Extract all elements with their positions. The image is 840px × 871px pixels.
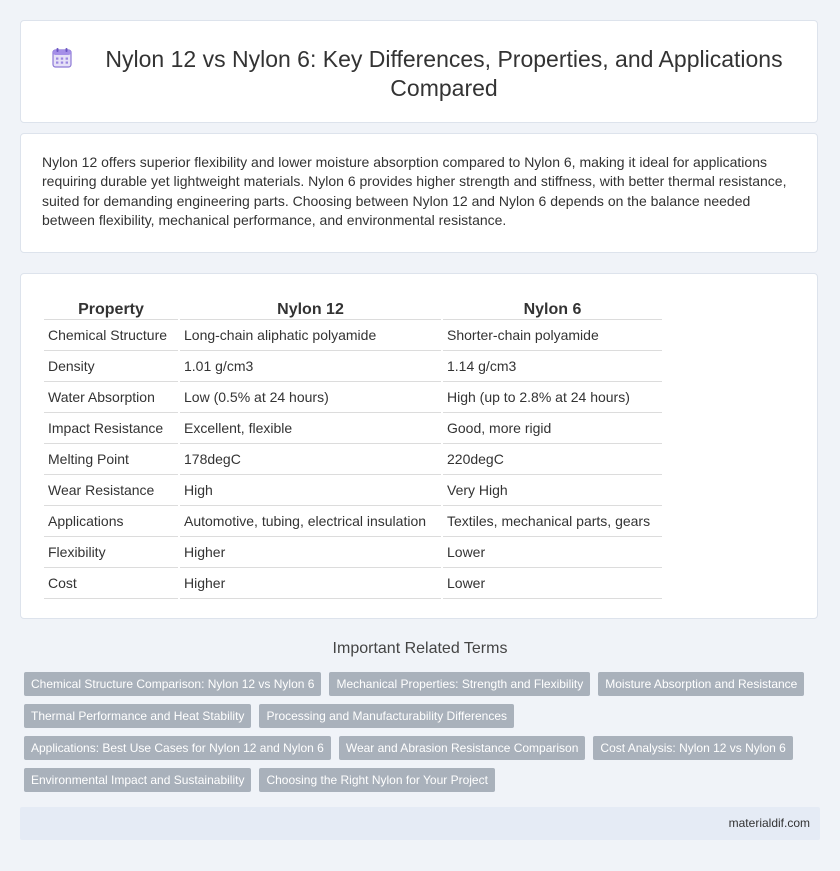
nylon-6-cell: Very High [443,475,662,506]
nylon-12-cell: Long-chain aliphatic polyamide [180,320,441,351]
table-row [44,413,662,444]
header-nylon-12: Nylon 12 [180,294,441,320]
property-cell: Wear Resistance [44,475,178,506]
table-row [44,506,662,537]
nylon-6-cell: Lower [443,537,662,568]
related-term-tag[interactable]: Chemical Structure Comparison: Nylon 12 vs Nylon 6 [24,672,321,696]
related-term-tag[interactable]: Environmental Impact and Sustainability [24,768,251,792]
table-row [44,382,662,413]
property-cell: Applications [44,506,178,537]
comparison-table-card [20,273,818,619]
related-term-tag[interactable]: Choosing the Right Nylon for Your Project [259,768,494,792]
nylon-6-cell: Textiles, mechanical parts, gears [443,506,662,537]
footer [20,807,820,840]
table-row [44,444,662,475]
related-term-tag[interactable]: Cost Analysis: Nylon 12 vs Nylon 6 [593,736,792,760]
footer-site-link[interactable]: materialdif.com [728,816,810,830]
nylon-6-cell: Shorter-chain polyamide [443,320,662,351]
nylon-12-cell: Higher [180,537,441,568]
summary-text: Nylon 12 offers superior flexibility and lower moisture absorption compared to Nylon 6, making it ideal for applications requiring durable yet lightweight materials. Nylon 6 provides higher strength and stiffness, with better thermal resistance, suited for demanding engineering parts. Choosing between Nylon 12 and Nylon 6 depends on the balance needed between flexibility, mechanical performance, and environmental resistance. [42,154,787,229]
property-cell: Chemical Structure [44,320,178,351]
calendar-icon [51,47,73,69]
nylon-12-cell: Higher [180,568,441,599]
nylon-12-cell: 178degC [180,444,441,475]
nylon-12-cell: Automotive, tubing, electrical insulation [180,506,441,537]
nylon-12-cell: Excellent, flexible [180,413,441,444]
table-row [44,475,662,506]
header-nylon-6: Nylon 6 [443,294,662,320]
nylon-6-cell: Lower [443,568,662,599]
nylon-12-cell: High [180,475,441,506]
nylon-6-cell: Good, more rigid [443,413,662,444]
property-cell: Flexibility [44,537,178,568]
related-term-tag[interactable]: Mechanical Properties: Strength and Flexibility [329,672,590,696]
table-row [44,537,662,568]
nylon-6-cell: 220degC [443,444,662,475]
related-term-tag[interactable]: Applications: Best Use Cases for Nylon 12 and Nylon 6 [24,736,331,760]
summary-card [20,133,818,253]
page-title: Nylon 12 vs Nylon 6: Key Differences, Properties, and Applications Compared [105,46,783,101]
comparison-table [42,294,664,599]
nylon-6-cell: 1.14 g/cm3 [443,351,662,382]
related-terms-title: Important Related Terms [332,640,508,657]
nylon-12-cell: 1.01 g/cm3 [180,351,441,382]
nylon-6-cell: High (up to 2.8% at 24 hours) [443,382,662,413]
header-property: Property [44,294,178,320]
table-header-row [44,294,662,320]
related-term-tag[interactable]: Wear and Abrasion Resistance Comparison [339,736,586,760]
table-row [44,351,662,382]
header-card [20,20,818,123]
related-term-tag[interactable]: Moisture Absorption and Resistance [598,672,804,696]
related-term-tag[interactable]: Thermal Performance and Heat Stability [24,704,251,728]
related-term-tag[interactable]: Processing and Manufacturability Differences [259,704,514,728]
property-cell: Density [44,351,178,382]
property-cell: Impact Resistance [44,413,178,444]
property-cell: Melting Point [44,444,178,475]
property-cell: Water Absorption [44,382,178,413]
nylon-12-cell: Low (0.5% at 24 hours) [180,382,441,413]
related-terms-list [20,672,820,800]
table-row [44,320,662,351]
property-cell: Cost [44,568,178,599]
table-row [44,568,662,599]
